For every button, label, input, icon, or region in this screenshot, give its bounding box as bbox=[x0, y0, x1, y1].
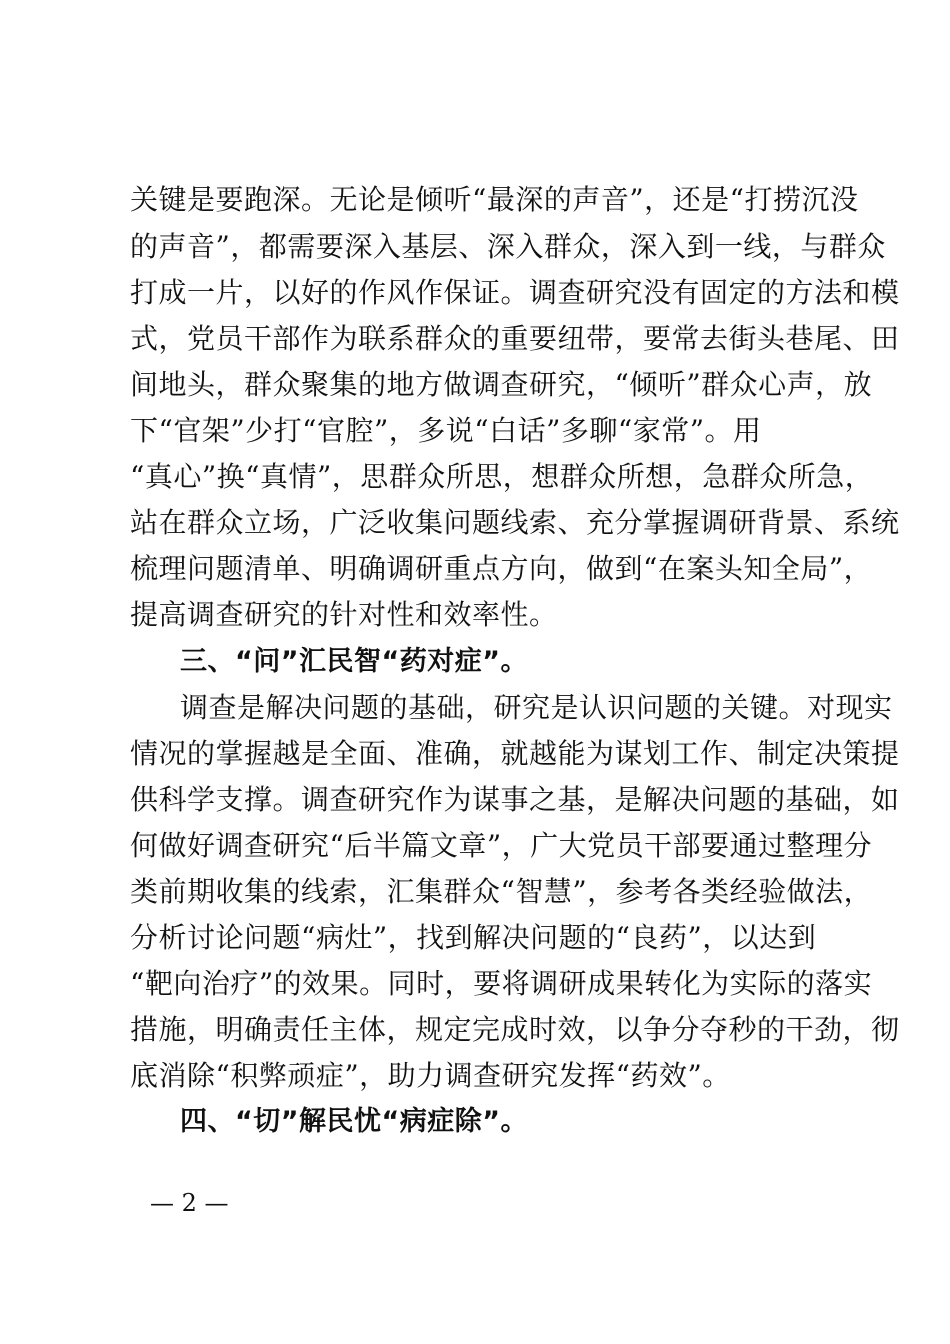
section-heading-4: 四、“切”解民忧“病症除”。 bbox=[180, 1106, 528, 1137]
paragraph-1-line-6: 下“官架”少打“官腔”，多说“白话”多聊“家常”。用 bbox=[130, 414, 762, 447]
paragraph-2-line-3: 供科学支撑。调查研究作为谋事之基，是解决问题的基础，如 bbox=[130, 783, 900, 816]
paragraph-1-line-7: “真心”换“真情”，思群众所思，想群众所想，急群众所急， bbox=[130, 460, 874, 493]
paragraph-1-line-1: 关键是要跑深。无论是倾听“最深的声音”，还是“打捞沉没 bbox=[130, 183, 859, 216]
paragraph-1-line-10: 提高调查研究的针对性和效率性。 bbox=[130, 598, 558, 631]
paragraph-2-line-9: 底消除“积弊顽症”，助力调查研究发挥“药效”。 bbox=[130, 1059, 731, 1092]
paragraph-2-line-1: 调查是解决问题的基础，研究是认识问题的关键。对现实 bbox=[180, 691, 893, 724]
section-heading-3: 三、“问”汇民智“药对症”。 bbox=[180, 646, 528, 677]
paragraph-2-line-4: 何做好调查研究“后半篇文章”，广大党员干部要通过整理分 bbox=[130, 829, 873, 862]
paragraph-1-line-3: 打成一片，以好的作风作保证。调查研究没有固定的方法和模 bbox=[130, 276, 900, 309]
paragraph-2-line-5: 类前期收集的线索，汇集群众“智慧”，参考各类经验做法， bbox=[130, 875, 873, 908]
paragraph-2-line-2: 情况的掌握越是全面、准确，就越能为谋划工作、制定决策提 bbox=[130, 737, 900, 770]
paragraph-1-line-9: 梳理问题清单、明确调研重点方向，做到“在案头知全局”， bbox=[130, 552, 873, 585]
page-number: — 2 — bbox=[150, 1189, 229, 1217]
paragraph-1-line-8: 站在群众立场，广泛收集问题线索、充分掌握调研背景、系统 bbox=[130, 506, 900, 539]
paragraph-2-line-7: “靶向治疗”的效果。同时，要将调研成果转化为实际的落实 bbox=[130, 967, 873, 1000]
paragraph-1-line-4: 式，党员干部作为联系群众的重要纽带，要常去街头巷尾、田 bbox=[130, 322, 900, 355]
paragraph-2-line-6: 分析讨论问题“病灶”，找到解决问题的“良药”，以达到 bbox=[130, 921, 817, 954]
paragraph-1-line-5: 间地头，群众聚集的地方做调查研究，“倾听”群众心声，放 bbox=[130, 368, 873, 401]
paragraph-1-line-2: 的声音”，都需要深入基层、深入群众，深入到一线，与群众 bbox=[130, 230, 886, 263]
paragraph-2-line-8: 措施，明确责任主体，规定完成时效，以争分夺秒的干劲，彻 bbox=[130, 1013, 900, 1046]
